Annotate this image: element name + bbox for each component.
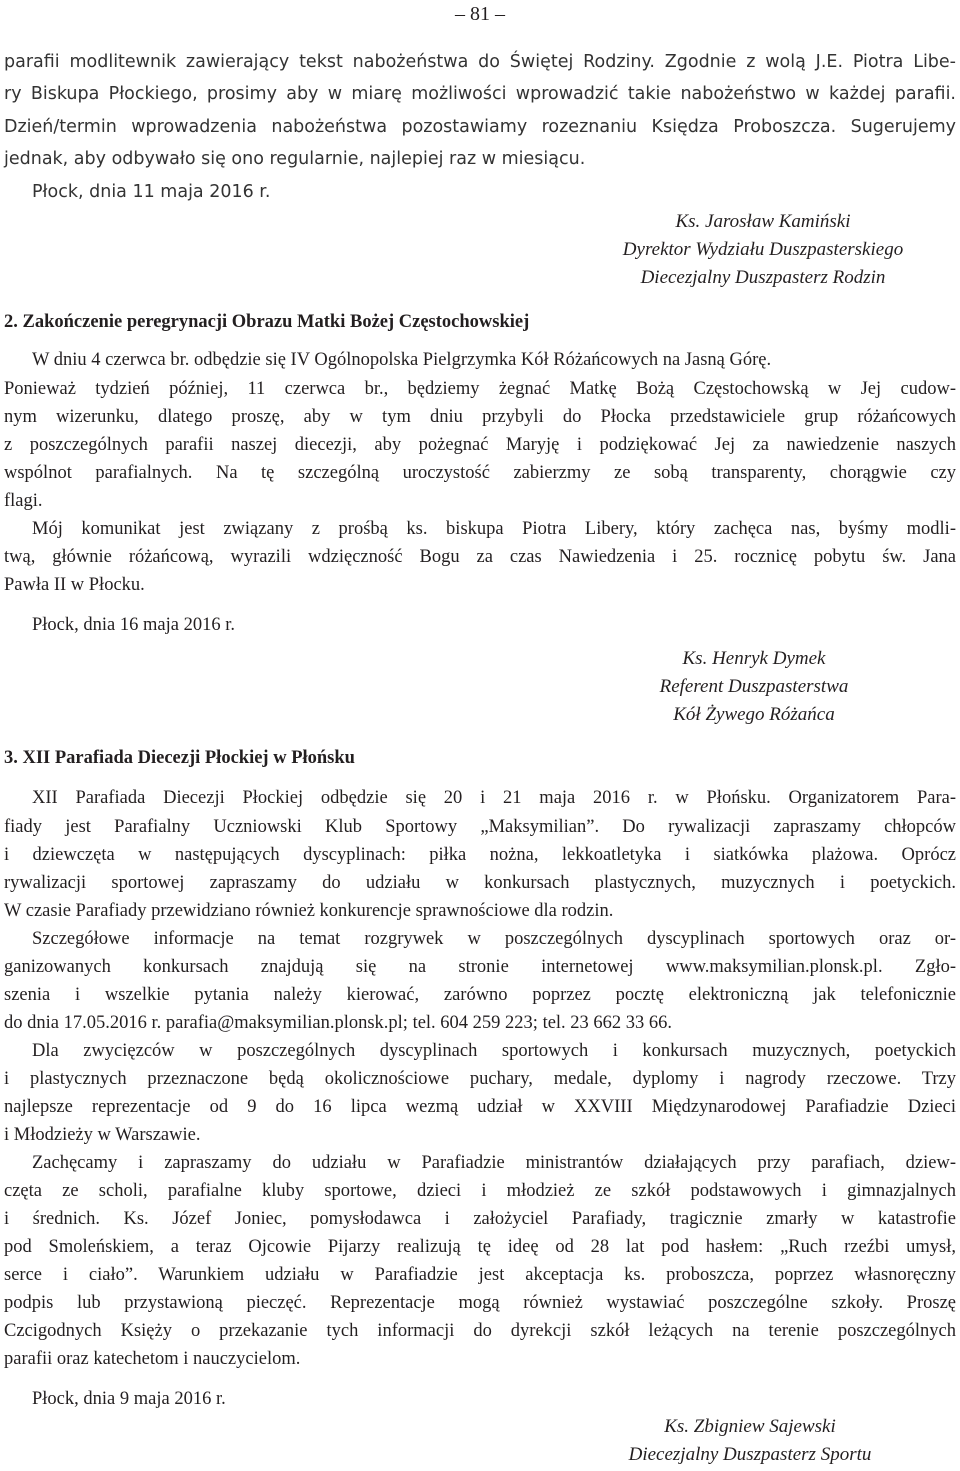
paragraph-line: do dnia 17.05.2016 r. parafia@maksymilian.plonsk.pl; tel. 604 259 223; tel. 23 662 33 66. (4, 1013, 673, 1033)
paragraph-line: z poszczególnych parafii naszej diecezji, aby pożegnać Maryję i podziękować Jej za nawiedzenie naszych (4, 435, 956, 455)
page-number: – 81 – (455, 3, 505, 25)
paragraph-line: W czasie Parafiady przewidziano również konkurencje sprawnościowe dla rodzin. (4, 901, 614, 921)
paragraph-line: i dziewczęta w następujących dyscyplinach: piłka nożna, lekkoatletyka i siatkówka plażowa. Oprócz (4, 845, 956, 865)
signature-name: Ks. Zbigniew Sajewski (664, 1416, 836, 1437)
signature-name: Ks. Jarosław Kamiński (675, 211, 851, 232)
paragraph-line: i średnich. Ks. Józef Joniec, pomysłodawca i założyciel Parafiady, tragicznie zmarły w katastrofie (4, 1209, 956, 1229)
signature-title: Diecezjalny Duszpasterz Rodzin (640, 267, 886, 288)
paragraph-line: podpis lub przystawioną pieczęć. Reprezentacje mogą również wystawiać poszczególne szkoły. Proszę (4, 1293, 956, 1313)
section-heading: 2. Zakończenie peregrynacji Obrazu Matki Bożej Częstochowskiej (4, 312, 530, 332)
paragraph-line: serce i ciało”. Warunkiem udziału w Parafiadzie jest akceptacja ks. proboszcza, poprzez własnoręczny (4, 1265, 956, 1285)
signature-title: Dyrektor Wydziału Duszpasterskiego (622, 239, 904, 260)
paragraph-line: fiady jest Parafialny Uczniowski Klub Sportowy „Maksymilian”. Do rywalizacji zapraszamy chłopców (4, 817, 956, 837)
paragraph-line: ry Biskupa Płockiego, prosimy aby w miarę możliwości wprowadzić takie nabożeństwo w każdej parafii. (4, 84, 956, 104)
paragraph-line: wspólnot parafialnych. Na tę szczególną uroczystość zabierzmy ze sobą transparenty, chorągwie czy (4, 463, 956, 483)
paragraph-line: Ponieważ tydzień później, 11 czerwca br., będziemy żegnać Matkę Bożą Częstochowską w Jej cudow- (4, 379, 956, 399)
paragraph-line: Pawła II w Płocku. (4, 575, 145, 595)
paragraph-line: Zachęcamy i zapraszamy do udziału w Parafiadzie ministrantów działających przy parafiach, dziew- (32, 1153, 956, 1173)
signature-name: Ks. Henryk Dymek (682, 648, 826, 669)
paragraph-line: parafii oraz katechetom i nauczycielom. (4, 1349, 301, 1369)
paragraph-line: flagi. (4, 491, 43, 511)
paragraph-line: Szczegółowe informacje na temat rozgrywek w poszczególnych dyscyplinach sportowych oraz or- (32, 929, 956, 949)
date-line: Płock, dnia 11 maja 2016 r. (32, 182, 271, 202)
paragraph-line: i plastycznych przeznaczone będą okolicznościowe puchary, medale, dyplomy i nagrody rzeczowe. Trzy (4, 1069, 956, 1089)
paragraph-line: Dzień/termin wprowadzenia nabożeństwa pozostawiamy rozeznaniu Księdza Proboszcza. Sugerujemy (4, 117, 956, 137)
paragraph-line: najlepsze reprezentacje od 9 do 16 lipca wezmą udział w XXVIII Międzynarodowej Parafiadzie Dzieci (4, 1097, 956, 1117)
signature-title: Diecezjalny Duszpasterz Sportu (628, 1444, 872, 1465)
paragraph-line: Mój komunikat jest związany z prośbą ks. biskupa Piotra Libery, który zachęca nas, byśmy modli- (32, 519, 956, 539)
paragraph-line: częta ze scholi, parafialne kluby sportowe, dzieci i młodzież ze szkół podstawowych i gimnazjalnych (4, 1181, 956, 1201)
signature-title: Kół Żywego Różańca (673, 704, 835, 725)
paragraph-line: Dla zwycięzców w poszczególnych dyscyplinach sportowych i konkursach muzycznych, poetyckich (32, 1041, 956, 1061)
paragraph-line: ganizowanych konkursach znajdują się na stronie internetowej www.maksymilian.plonsk.pl. Zgło- (4, 957, 956, 977)
paragraph-line: parafii modlitewnik zawierający tekst nabożeństwa do Świętej Rodziny. Zgodnie z wolą J.E. Piotra Libe- (4, 52, 956, 72)
paragraph-line: jednak, aby odbywało się ono regularnie, najlepiej raz w miesiącu. (4, 149, 586, 169)
signature-title: Referent Duszpasterstwa (659, 676, 849, 697)
paragraph-line: szenia i wszelkie pytania należy kierować, zarówno poprzez pocztę elektroniczną jak telefonicznie (4, 985, 956, 1005)
paragraph-line: rywalizacji sportowej zapraszamy do udziału w konkursach plastycznych, muzycznych i poetyckich. (4, 873, 956, 893)
date-line: Płock, dnia 16 maja 2016 r. (32, 615, 235, 635)
paragraph-line: twą, głównie różańcową, wyrazili wdzięczność Bogu za czas Nawiedzenia i 25. rocznicę pobytu św. Jana (4, 547, 956, 567)
paragraph-line: XII Parafiada Diecezji Płockiej odbędzie się 20 i 21 maja 2016 r. w Płońsku. Organizatorem Para- (32, 788, 956, 808)
paragraph-line: Czcigodnych Księży o przekazanie tych informacji do dyrekcji szkół leżących na terenie poszczególnych (4, 1321, 956, 1341)
date-line: Płock, dnia 9 maja 2016 r. (32, 1389, 226, 1409)
paragraph-line: i Młodzieży w Warszawie. (4, 1125, 201, 1145)
paragraph-line: nym wizerunku, dlatego proszę, aby w tym dniu przybyli do Płocka przedstawiciele grup różańcowych (4, 407, 956, 427)
paragraph-line: W dniu 4 czerwca br. odbędzie się IV Ogólnopolska Pielgrzymka Kół Różańcowych na Jasną Górę. (32, 350, 772, 370)
section-heading: 3. XII Parafiada Diecezji Płockiej w Płońsku (4, 748, 355, 768)
paragraph-line: pod Smoleńskiem, a teraz Ojcowie Pijarzy realizują tę ideę od 28 lat pod hasłem: „Ruch rzeźbi umysł, (4, 1237, 956, 1257)
